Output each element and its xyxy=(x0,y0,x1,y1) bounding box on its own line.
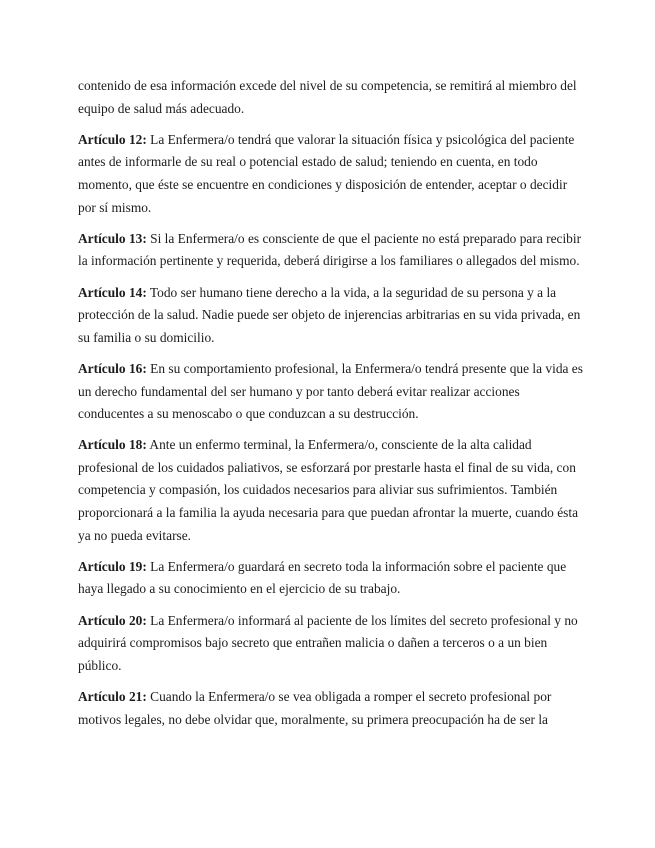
article-20-paragraph xyxy=(78,610,583,678)
article-12-label: Artículo 12: xyxy=(78,131,147,147)
article-19-paragraph xyxy=(78,556,583,601)
article-20-label: Artículo 20: xyxy=(78,612,147,628)
article-20-text: La Enfermera/o informará al paciente de los límites del secreto profesional y no adquirirá compromisos bajo secreto que entrañen malicia o dañen a terceros o a un bien público. xyxy=(78,612,578,673)
article-12-text: La Enfermera/o tendrá que valorar la situación física y psicológica del paciente antes de informarle de su real o potencial estado de salud; teniendo en cuenta, en todo momento, que éste se encuentre en condiciones y disposición de entender, aceptar o decidir por sí mismo. xyxy=(78,131,575,215)
article-18-text: Ante un enfermo terminal, la Enfermera/o, consciente de la alta calidad profesional de los cuidados paliativos, se esforzará por prestarle hasta el final de su vida, con competencia y compasión, los cuidados necesarios para aliviar sus sufrimientos. También proporcionará a la familia la ayuda necesaria para que puedan afrontar la muerte, cuando ésta ya no pueda evitarse. xyxy=(78,437,579,543)
article-18-paragraph xyxy=(78,434,583,547)
article-16-paragraph xyxy=(78,358,583,426)
article-14-text: Todo ser humano tiene derecho a la vida, a la seguridad de su persona y a la protección de la salud. Nadie puede ser objeto de injerencias arbitrarias en su vida privada, en su familia o su domicilio. xyxy=(78,284,581,345)
article-12-paragraph xyxy=(78,129,583,219)
article-14-paragraph xyxy=(78,282,583,350)
article-18-label: Artículo 18: xyxy=(78,437,147,453)
article-21-paragraph xyxy=(78,686,583,731)
article-13-text: Si la Enfermera/o es consciente de que el paciente no está preparado para recibir la información pertinente y requerida, deberá dirigirse a los familiares o allegados del mismo. xyxy=(78,230,582,269)
article-16-text: En su comportamiento profesional, la Enfermera/o tendrá presente que la vida es un derecho fundamental del ser humano y por tanto deberá evitar realizar acciones conducentes a su menoscabo o que conduzcan a su destrucción. xyxy=(78,360,583,422)
article-21-label: Artículo 21: xyxy=(78,689,147,704)
article-13-paragraph xyxy=(78,228,583,273)
article-19-text: La Enfermera/o guardará en secreto toda la información sobre el paciente que haya llegado a su conocimiento en el ejercicio de su trabajo. xyxy=(78,558,567,597)
intro-paragraph: contenido de esa información excede del nivel de su competencia, se remitirá al miembro del equipo de salud más adecuado. xyxy=(78,78,577,116)
document-page xyxy=(78,75,583,740)
article-13-label: Artículo 13: xyxy=(78,230,147,246)
article-19-label: Artículo 19: xyxy=(78,558,147,574)
article-14-label: Artículo 14: xyxy=(78,284,147,300)
article-21-text: Cuando la Enfermera/o se vea obligada a romper el secreto profesional por motivos legales, no debe olvidar que, moralmente, su primera preocupación ha de ser la xyxy=(78,689,552,727)
article-16-label: Artículo 16: xyxy=(78,360,147,376)
